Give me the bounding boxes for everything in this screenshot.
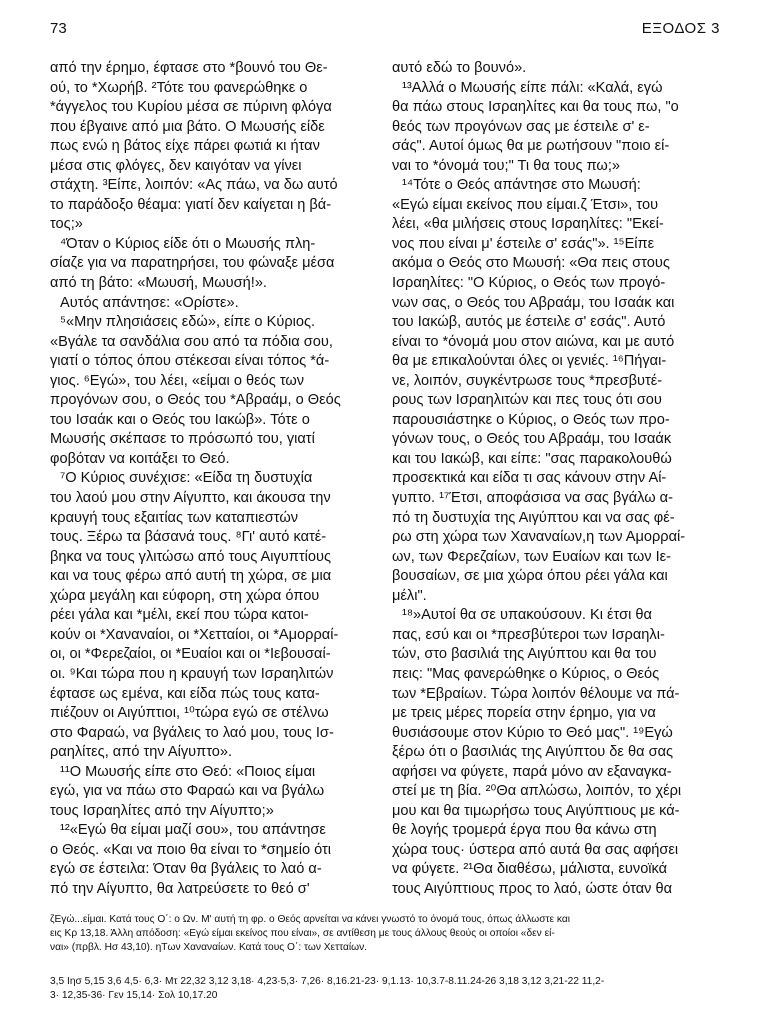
text-line: μέσα στις φλόγες, δεν καιγόταν να γίνει (50, 157, 302, 174)
text-line: γόνων τους, ο Θεός του Αβραάμ, του Ισαάκ (392, 431, 672, 448)
text-line: προσεκτικά και είδα τι σας κάνουν στην Αί- (392, 470, 667, 487)
text-line: τος;» (50, 216, 83, 233)
text-line: του Ισαάκ και ο Θεός του Ιακώβ». Τότε ο (50, 411, 310, 428)
text-line: τους Ισραηλίτες από την Αίγυπτο;» (50, 802, 274, 819)
text-line: εγώ, για να πάω στο Φαραώ και να βγάλω (50, 783, 325, 800)
text-line: πιέζουν οι Αιγύπτιοι, ¹⁰τώρα εγώ σε στέλνω (50, 705, 329, 722)
text-line: οι. ⁹Και τώρα που η κραυγή των Ισραηλιτών (50, 665, 334, 682)
text-line: μου και θα τιμωρήσω τους Αιγύπτιους με κά- (392, 802, 680, 819)
text-line: «Εγώ είμαι εκείνος που είμαι.ζ Έτσι», του (392, 196, 659, 213)
text-line: προγόνων σου, ο Θεός του *Αβραάμ, ο Θεός (50, 392, 341, 409)
text-line: θυσιάσουμε στον Κύριο το Θεό μας". ¹⁹Εγώ (392, 724, 673, 741)
text-line: και να τους φέρω από αυτή τη χώρα, σε μια (50, 568, 332, 585)
text-line: ο Θεός. «Και να ποιο θα είναι το *σημείο ότι (50, 841, 332, 858)
text-line: ⁵«Μην πλησιάσεις εδώ», είπε ο Κύριος. (60, 314, 316, 331)
text-line: *άγγελος του Κυρίου μέσα σε πύρινη φλόγα (50, 99, 332, 116)
text-line: ρω στη χώρα των Χαναναίων,η των Αμορραί- (392, 529, 686, 546)
text-line: που έβγαινε από μια βάτο. Ο Μωυσής είδε (50, 118, 325, 135)
text-line: ρέει γάλα και *μέλι, εκεί που τώρα κατοι- (50, 607, 309, 624)
text-line: τους. Ξέρω τα βάσανά τους. ⁸Γι' αυτό κατέ- (50, 529, 327, 546)
text-line: οι, οι *Φερεζαίοι, οι *Ευαίοι και οι *Ιεβουσαί- (50, 646, 331, 663)
text-line: «Βγάλε τα σανδάλια σου από τα πόδια σου, (50, 333, 333, 350)
text-line: από τη βάτο: «Μωυσή, Μωυσή!». (50, 275, 267, 292)
footnotes (50, 913, 722, 956)
text-line: κραυγή τους εξαιτίας των καταπιεστών (50, 509, 299, 526)
text-line: των *Εβραίων. Τώρα λοιπόν θέλουμε να πά- (392, 685, 680, 702)
text-line: λέει, «θα μιλήσεις στους Ισραηλίτες: "Εκεί- (392, 216, 664, 233)
text-line: το παράδοξο θέαμα: γιατί δεν καίγεται η βά- (50, 196, 332, 213)
cross-references (50, 975, 722, 1003)
text-line: του Ιακώβ, αυτός με έστειλε σ' εσάς". Αυτό (392, 314, 666, 331)
text-line: χώρα μεγάλη και εύφορη, στη χώρα όπου (50, 587, 320, 604)
text-line: εγώ σε έστειλα: Όταν θα βγάλεις το λαό α- (50, 861, 322, 878)
text-line: ρους των Ισραηλιτών και πες τους ότι σου (392, 392, 662, 409)
text-line: στεί με τη βία. ²⁰Θα απλώσω, λοιπόν, το χέρι (392, 783, 682, 800)
cross-reference-line: 3· 12,35-36· Γεν 15,14· Σολ 10,17.20 (50, 990, 218, 1002)
text-line: θε λογής τρομερά έργα που θα κάνω στη (392, 822, 657, 839)
text-line: θα με επικαλούνται όλες οι γενιές. ¹⁶Πήγαι- (392, 353, 667, 370)
text-line: νε, λοιπόν, συγκέντρωσε τους *πρεσβυτέ- (392, 372, 663, 389)
text-line: από την έρημο, έφτασε στο *βουνό του Θε- (50, 60, 328, 76)
text-line: θεός των προγόνων σας με έστειλε σ' ε- (392, 118, 650, 135)
text-line: πως ενώ η βάτος είχε πάρει φωτιά κι ήταν (50, 138, 320, 155)
text-line: ¹⁸»Αυτοί θα σε υπακούσουν. Κι έτσι θα (402, 607, 652, 624)
text-line: χώρα τους· ύστερα από αυτά θα σας αφήσει (392, 841, 679, 858)
text-line: σάς". Αυτοί όμως θα με ρωτήσουν "ποιο εί- (392, 138, 670, 155)
text-line: πό την Αίγυπτο, θα λατρεύσετε το θεό σ' (50, 880, 310, 897)
running-head: ΕΞΟΔΟΣ 3 (641, 20, 720, 37)
page-number: 73 (50, 20, 67, 37)
footnote-line: ζΕγώ...είμαι. Κατά τους Ο΄: ο Ων. Μ' αυτή τη φρ. ο Θεός αρνείται να κάνει γνωστό το όνομά τους, όπως άλλωστε και (50, 914, 571, 925)
footnote-line: εις Κρ 13,18. Άλλη απόδοση: «Εγώ είμαι εκείνος που είναι», σε αντίθεση με τους άλλους θεούς οι οποίοι «δεν εί- (50, 928, 555, 940)
text-line: ¹³Αλλά ο Μωυσής είπε πάλι: «Καλά, εγώ (402, 79, 663, 96)
text-line: πας, εσύ και οι *πρεσβύτεροι των Ισραηλι- (392, 626, 665, 643)
text-line: ¹⁴Τότε ο Θεός απάντησε στο Μωυσή: (402, 177, 641, 194)
text-line: παρουσιάστηκε ο Κύριος, ο Θεός των προ- (392, 411, 670, 428)
text-line: αυτό εδώ το βουνό». (392, 60, 527, 76)
text-line: βηκα να τους γλιτώσω από τους Αιγυπτίους (50, 548, 331, 565)
text-line: τους Αιγύπτιους προς το λαό, ώστε όταν θα (392, 880, 673, 897)
text-line: ακόμα ο Θεός στο Μωυσή: «Θα πεις στους (392, 255, 670, 272)
text-line: φοβόταν να κοιτάξει το Θεό. (50, 450, 230, 467)
text-line: θα πάω στους Ισραηλίτες και θα τους πω, "ο (392, 99, 679, 116)
text-line: ⁷Ο Κύριος συνέχισε: «Είδα τη δυστυχία (60, 470, 313, 487)
left-column (50, 59, 382, 900)
text-line: και του Ιακώβ, και είπε: "σας παρακολουθώ (392, 450, 672, 467)
footnote-line: ναι» (πρβλ. Ησ 43,10). ηΤων Χαναναίων. Κατά τους Ο΄: των Χετταίων. (50, 942, 368, 954)
right-column (392, 59, 724, 900)
text-line: γιατί ο τόπος όπου στέκεσαι είναι τόπος *ά- (50, 353, 330, 370)
text-line: στο Φαραώ, να βγάλεις το λαό μου, τους Ισ- (50, 724, 334, 741)
text-line: πεις: "Μας φανερώθηκε ο Κύριος, ο Θεός (392, 665, 660, 682)
text-line: πό τη δυστυχία της Αιγύπτου και να σας φέ- (392, 509, 675, 526)
text-line: ων, των Φερεζαίων, των Ευαίων και των Ιε- (392, 548, 672, 565)
text-line: γιος. ⁶Εγώ», του λέει, «είμαι ο θεός των (50, 372, 305, 389)
text-line: τών, στο βασιλιά της Αιγύπτου και θα του (392, 646, 657, 663)
text-line: σίαζε για να παρατηρήσει, του φώναξε μέσα (50, 255, 335, 272)
text-line: Ισραηλίτες: "Ο Κύριος, ο Θεός των προγό- (392, 275, 666, 292)
text-line: κούν οι *Χαναναίοι, οι *Χετταίοι, οι *Αμορραί- (50, 626, 339, 643)
cross-reference-line: 3,5 Ιησ 5,15 3,6 4,5· 6,3· Μτ 22,32 3,12 3,18· 4,23·5,3· 7,26· 8,16.21-23· 9,1.13· 10,3.7-8.11.24-26 3,18 3,12 3,21-22 11,2- (50, 976, 605, 987)
text-line: με τρεις μέρες πορεία στην έρημο, για να (392, 705, 656, 722)
text-line: έφτασε ως εμένα, και είδα πώς τους κατα- (50, 685, 320, 702)
text-line: γυπτο. ¹⁷Έτσι, αποφάσισα να σας βγάλω α- (392, 490, 673, 507)
text-line: ού, το *Χωρήβ. ²Τότε του φανερώθηκε ο (50, 79, 308, 96)
text-line: του λαού μου στην Αίγυπτο, και άκουσα την (50, 490, 331, 507)
text-line: να φύγετε. ²¹Θα διαθέσω, μάλιστα, ευνοϊκά (392, 861, 668, 878)
text-line: ⁴Όταν ο Κύριος είδε ότι ο Μωυσής πλη- (60, 235, 316, 252)
text-line: ¹¹Ο Μωυσής είπε στο Θεό: «Ποιος είμαι (60, 763, 316, 780)
text-line: ¹²«Εγώ θα είμαι μαζί σου», του απάντησε (60, 822, 326, 839)
text-line: στάχτη. ³Είπε, λοιπόν: «Ας πάω, να δω αυτό (50, 177, 338, 194)
text-line: είναι το *όνομά μου στον αιώνα, και με αυτό (392, 333, 675, 350)
text-line: ναι το *όνομά του;" Τι θα τους πω;» (392, 157, 620, 174)
text-line: νος που είναι μ' έστειλε σ' εσάς"». ¹⁵Είπε (392, 235, 655, 252)
text-line: Μωυσής σκέπασε το πρόσωπό του, γιατί (50, 431, 315, 448)
text-line: ραηλίτες, από την Αίγυπτο». (50, 744, 233, 761)
text-line: μέλι". (392, 587, 427, 604)
text-line: ξέρω ότι ο βασιλιάς της Αιγύπτου δε θα σας (392, 744, 674, 761)
text-line: αφήσει να φύγετε, παρά μόνο αν εξαναγκα- (392, 763, 672, 780)
text-line: νων σας, ο Θεός του Αβραάμ, του Ισαάκ και (392, 294, 675, 311)
text-line: Αυτός απάντησε: «Ορίστε». (60, 294, 239, 311)
text-line: βουσαίων, σε μια χώρα όπου ρέει γάλα και (392, 568, 668, 585)
